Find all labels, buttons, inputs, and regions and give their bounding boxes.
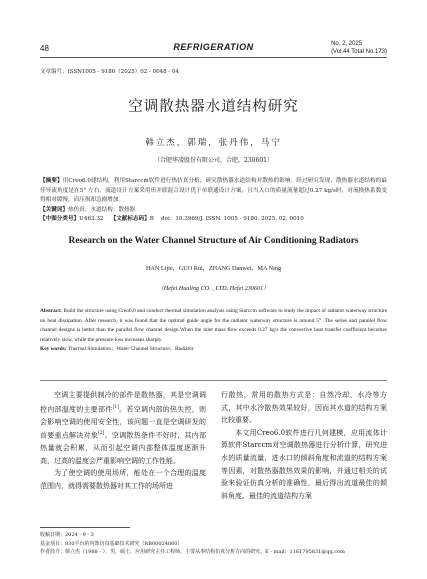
fund-info: 基金项目：830平台的内饰仿真基础技术研究（RB00024860）	[40, 540, 183, 547]
chinese-abstract-text: 用Creo6.0建结构，利用Starccm软件进行热仿真分析，研究散热器水道结构对散热的影响。经过研究发现，散热器水道结构的最佳导流角度是在5° 左右，流道设计方案采用串并联混合设计优于单联通设计方案，且当入口的质量流量超过0.27 kg/s时，对流换热系数变得相对缓慢，而压损却急剧增加。	[40, 178, 387, 204]
received-date: 收稿日期：2024 - 9 - 3	[40, 532, 94, 538]
footnote-rule	[40, 527, 130, 528]
body-text: 空调主要提供制冷的部件是散热器，其是空调调控内部温度的主要部件	[40, 391, 206, 413]
body-paragraph: 行散热，常用的散热方式是：自然冷却、水冷等方式，其中水冷散热效果较好，因而其水道的结构方案比较重要。	[221, 391, 387, 425]
chinese-abstract-label: 【摘要】	[40, 178, 63, 184]
body-paragraph: 为了使空调的使用场所，能处在一个合理的温度范围内，就得需要散热器对其工作的场所进	[40, 469, 206, 490]
chinese-keywords	[40, 206, 387, 216]
chinese-title: 空调散热器水道结构研究	[128, 99, 299, 115]
chinese-keywords-text: 热仿真；水道结构；散热器	[67, 206, 136, 213]
author-info: 作者简介：韩立杰（1988 - ），男，硕士，应用研究主任工程师，主要从事结构仿真分析方向的研究。E - mail：1161795831@qq.com	[40, 549, 345, 555]
body-text: 。若空调内部的热失控，则会影响空调的使用安全性，该问题一直是空调研发的首要重点解决对象	[40, 404, 207, 440]
citation: [1]	[112, 404, 119, 410]
issue-volume: (Vol.44 Total No.173)	[331, 49, 387, 55]
chinese-abstract	[40, 177, 387, 206]
chinese-keywords-label: 【关键词】	[40, 206, 68, 213]
issue-number: No. 2, 2025	[331, 41, 363, 47]
english-abstract	[40, 307, 387, 345]
article-number: 文章编号：ISSN1005 - 9180（2025）02 - 0048 - 04	[40, 69, 179, 75]
english-keywords-label: Key words:	[40, 346, 67, 353]
chinese-abstract-block	[40, 177, 387, 225]
journal-name: REFRIGERATION	[173, 42, 254, 52]
doi: doi：10.3969/J. ISSN. 1005 - 9180. 2025. 02. 0010	[161, 216, 304, 223]
body-column-left	[40, 389, 206, 492]
citation: [2]	[98, 431, 105, 437]
chinese-authors: 韩立杰，郭瑞，张丹伟，马宁	[145, 138, 282, 148]
doc-code-label: 【文献标志码】	[110, 216, 150, 223]
english-authors: HAN Lijie，GUO Rui，ZHANG Danwei，MA Ning	[145, 265, 282, 272]
english-abstract-block	[40, 307, 387, 355]
classification-label: 【中图分类号】	[40, 216, 80, 223]
chinese-classification	[40, 215, 387, 225]
english-keywords	[40, 345, 387, 355]
footnote	[40, 531, 387, 557]
english-affiliation: （Hefei Hualing CO. , LTD. Hefei 230601）	[157, 285, 270, 292]
body-column-right	[221, 389, 387, 502]
chinese-affiliation: （合肥华凌股份有限公司，合肥，230601）	[154, 157, 273, 164]
english-abstract-text: Build the structure using Creo6.0 and conduct thermal simulation analysis using Starccm software to study the impact of radiator waterway structure on heat dissipation. After research, it was found that the optimal guide angle for the radiator waterway structure is around 5° .The series and parallel flow channel designs is better than the parallel flow channel design.When the inlet mass flow exceeds 0.27 kg/s the convective heat transfer coefficient becomes relatively slow, while the pressure loss increases sharply.	[40, 308, 387, 343]
body-text: 。空调散热条件不好时，其内部热量就会积累，从而引起空调内部整体温度逐渐升高，过高的温度会严重影响空调的工作性能。	[40, 431, 207, 465]
classification-value: U463.32	[79, 216, 104, 223]
section-rule	[40, 380, 387, 381]
body-paragraph	[40, 389, 206, 467]
page-number: 48	[40, 44, 49, 53]
doc-code-value: B	[149, 216, 154, 223]
header-rule	[40, 57, 387, 58]
issue-info	[331, 40, 387, 56]
body-paragraph: 本文用Creo6.0软件进行几何建模，应用流体计算软件Starccm对空调散热器进行分析计算，研究进水的质量流量，进水口的倾斜角度和流道的结构方案等因素，对散热器散热效果的影响，并通过相关的试验来验证仿真分析的准确性，最后得出流道最佳的倾斜角度、最佳的流道结构方案	[221, 428, 387, 500]
english-keywords-text: Thermal Simulation；Water Channel Structure；Radiator	[67, 346, 194, 353]
english-title: Research on the Water Channel Structure of Air Conditioning Radiators	[68, 236, 359, 246]
english-abstract-label: Abstract:	[40, 308, 62, 314]
